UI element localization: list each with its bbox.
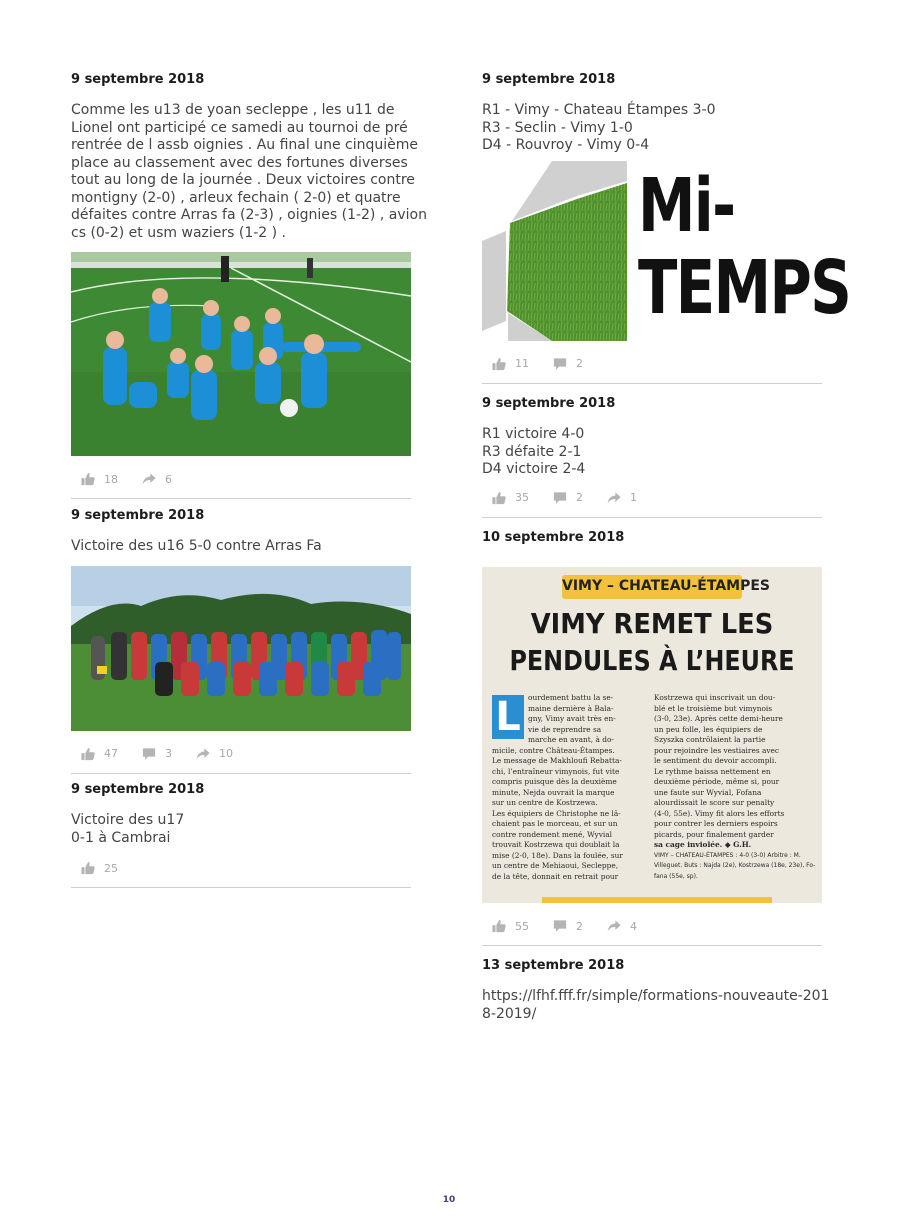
reactions-bar [71, 468, 411, 490]
clipping-banner-text: VIMY – CHATEAU-ÉTAMPES [562, 578, 770, 594]
clipping-line: Les équipiers de Christophe ne lâ- [492, 808, 621, 818]
text-line: R1 - Vimy - Chateau Étampes 3-0 [482, 102, 716, 118]
reactions-bar [482, 915, 822, 937]
clipping-line: vie de reprendre sa [528, 724, 602, 734]
like-count: 18 [104, 472, 118, 486]
clipping-line: deuxième période, même si, pour [654, 777, 780, 786]
comment-count: 2 [576, 491, 583, 504]
clipping-line: Szyszka contrôlaient la partie [654, 735, 766, 744]
likes[interactable] [81, 472, 118, 486]
share-count: 10 [219, 747, 233, 760]
comments[interactable] [553, 357, 583, 371]
text-line: cs (0-2) et usm waziers (1-2 ) . [71, 224, 287, 241]
divider [71, 498, 411, 499]
clipping-line: compris puisque dès la deuxième [492, 777, 617, 786]
clipping-line: sa cage inviolée. ◆ G.H. [654, 840, 752, 849]
text-line: D4 - Rouvroy - Vimy 0-4 [482, 137, 650, 153]
thumbs-up-icon [492, 919, 506, 933]
text-line: place au classement avec des fortunes diverses [71, 154, 408, 171]
post-date: 9 septembre 2018 [71, 508, 205, 523]
text-line: tout au long de la journée . Deux victoires contre [71, 172, 415, 188]
likes[interactable] [492, 357, 529, 371]
thumbs-up-icon [81, 747, 95, 761]
post-text [71, 812, 411, 847]
likes[interactable] [492, 491, 529, 505]
post [482, 396, 822, 518]
clipping-line: mise (2-0, 18e). Dans la foulée, sur [492, 850, 623, 860]
like-count: 25 [104, 861, 118, 875]
clipping-line: (3-0, 23e). Après cette demi-heure [654, 714, 783, 723]
text-line: 0-1 à Cambrai [71, 829, 171, 846]
logo-line: TEMPS [638, 244, 851, 331]
text-line: Comme les u13 de yoan secleppe , les u11 de [71, 102, 395, 118]
clipping-line: alourdissait le score sur penalty [654, 798, 775, 807]
post-text [482, 102, 822, 155]
text-line: D4 victoire 2-4 [482, 461, 586, 477]
likes[interactable] [81, 747, 118, 761]
reactions-bar [71, 857, 411, 879]
clipping-line: marche en avant, à do- [528, 735, 614, 744]
share-icon [196, 747, 210, 761]
post [71, 72, 427, 499]
clipping-line: pour contrer les derniers espoirs [654, 819, 778, 828]
team-photo-u11[interactable] [71, 252, 411, 456]
clipping-line: pour rejoindre les vestiaires avec [654, 745, 780, 755]
post-date: 9 septembre 2018 [71, 72, 205, 87]
shares[interactable] [196, 747, 233, 761]
text-line: R1 victoire 4-0 [482, 426, 585, 442]
divider [71, 773, 411, 774]
comment-count: 2 [576, 919, 583, 933]
comment-icon [142, 747, 156, 761]
text-line: R3 défaite 2-1 [482, 443, 582, 460]
page-number: 10 [442, 1195, 456, 1205]
clipping-line: picards, pour finalement garder [654, 829, 774, 839]
clipping-line: Kostrzewa qui inscrivait un dou- [654, 693, 776, 702]
comment-icon [553, 491, 567, 505]
share-icon [607, 919, 621, 933]
text-line: R3 - Seclin - Vimy 1-0 [482, 119, 633, 136]
post [482, 72, 851, 384]
clipping-line: Villeguet. Buts : Najda (2e), Kostrzewa (18e, 23e), Fo- [654, 862, 816, 869]
clipping-line: (4-0, 55e). Vimy fit alors les efforts [654, 808, 785, 818]
post-date: 9 septembre 2018 [482, 396, 616, 411]
shares[interactable] [607, 491, 637, 505]
clipping-line: de la tête, donnait en retrait pour [492, 871, 619, 881]
text-line: Victoire des u17 [71, 812, 185, 828]
comment-count: 2 [576, 357, 583, 370]
share-count: 1 [630, 491, 637, 504]
clipping-bottom-bar [542, 897, 772, 903]
logo-line: Mi- [638, 162, 735, 249]
text-line: https://lfhf.fff.fr/simple/formations-nouveaute-201 [482, 988, 830, 1004]
clipping-line: Le rythme baissa nettement en [654, 766, 771, 776]
share-icon [607, 491, 621, 505]
thumbs-up-icon [81, 472, 95, 486]
reactions-bar [482, 487, 822, 509]
post-date: 9 septembre 2018 [482, 72, 616, 87]
share-count: 4 [630, 919, 637, 933]
mi-temps-logo[interactable] [482, 161, 851, 341]
clipping-line: gny, Vimy avait très en- [528, 714, 616, 723]
divider [482, 517, 822, 518]
team-photo-u16[interactable] [71, 566, 411, 731]
shares[interactable] [142, 472, 172, 486]
likes[interactable] [81, 861, 118, 875]
text-line: Victoire des u16 5-0 contre Arras Fa [71, 538, 322, 554]
clipping-line: Le message de Makhloufi Rebatta- [492, 756, 622, 765]
text-line: Lionel ont participé ce samedi au tournoi de pré [71, 119, 408, 136]
clipping-line: VIMY – CHATEAU-ÉTAMPES : 4-0 (3-0) Arbitre : M. [654, 851, 801, 859]
comment-icon [553, 357, 567, 371]
text-line: 8-2019/ [482, 1005, 537, 1022]
post [482, 530, 822, 946]
clipping-column-2 [654, 693, 820, 882]
clipping-line: ourdement battu la se- [528, 693, 614, 702]
post-link[interactable] [482, 988, 830, 1023]
comments[interactable] [553, 491, 583, 505]
divider [482, 383, 822, 384]
clipping-dropcap: L [492, 695, 524, 739]
clipping-line: blé et le troisième but vimynois [654, 703, 773, 713]
post [71, 782, 411, 888]
clipping-line: fana (55e, sp). [654, 872, 698, 880]
clipping-headline: VIMY REMET LES [530, 607, 774, 640]
reactions-bar [482, 353, 822, 375]
comment-icon [553, 919, 567, 933]
likes[interactable] [492, 919, 529, 933]
share-count: 6 [165, 472, 172, 486]
like-count: 11 [515, 357, 529, 370]
divider [482, 945, 822, 946]
like-count: 35 [515, 491, 529, 504]
reactions-bar [71, 743, 411, 765]
post-text [482, 426, 822, 479]
thumbs-up-icon [81, 861, 95, 875]
clipping-headline: PENDULES À L’HEURE [509, 644, 795, 677]
logo-text [638, 162, 910, 331]
clipping-line: chi, l’entraîneur vimynois, fut vite [492, 766, 620, 776]
clipping-line: un centre de Mehiaoui, Secleppe, [492, 861, 619, 870]
clipping-line: maine dernière à Bala- [528, 703, 614, 713]
shares[interactable] [607, 919, 637, 933]
post [482, 958, 830, 1023]
comments[interactable] [142, 747, 172, 761]
divider [71, 887, 411, 888]
thumbs-up-icon [492, 357, 506, 371]
text-line: rentrée de l assb oignies . Au final une cinquième [71, 137, 418, 153]
post-text [71, 102, 427, 242]
clipping-line: sur un centre de Kostrzewa. [492, 798, 598, 807]
post-date: 13 septembre 2018 [482, 958, 625, 973]
newspaper-clipping[interactable] [482, 567, 822, 903]
clipping-line: une faute sur Wyvial, Fofana [654, 787, 762, 797]
post-date: 9 septembre 2018 [71, 782, 205, 797]
clipping-line: contre rondement mené, Wyvial [492, 829, 613, 839]
post-text [71, 538, 411, 556]
clipping-line: micile, contre Château-Étampes. [492, 745, 615, 755]
like-count: 47 [104, 747, 118, 760]
share-icon [142, 472, 156, 486]
comment-count: 3 [165, 747, 172, 760]
clipping-line: trouvait Kostrzewa qui doublait la [492, 840, 620, 849]
clipping-line: un peu folle, les équipiers de [654, 724, 763, 734]
clipping-line: chaient pas le morceau, et sur un [492, 819, 618, 828]
clipping-line: minute, Nejda ouvrait la marque [492, 787, 615, 797]
text-line: défaites contre Arras fa (2-3) , oignies (1-2) , avion [71, 207, 427, 223]
like-count: 55 [515, 919, 529, 933]
post [71, 508, 411, 774]
clipping-column-1 [492, 693, 650, 882]
text-line: montigny (2-0) , arleux fechain ( 2-0) et quatre [71, 189, 401, 206]
post-date: 10 septembre 2018 [482, 530, 625, 545]
comments[interactable] [553, 919, 583, 933]
thumbs-up-icon [492, 491, 506, 505]
clipping-line: le sentiment du devoir accompli. [654, 756, 777, 765]
